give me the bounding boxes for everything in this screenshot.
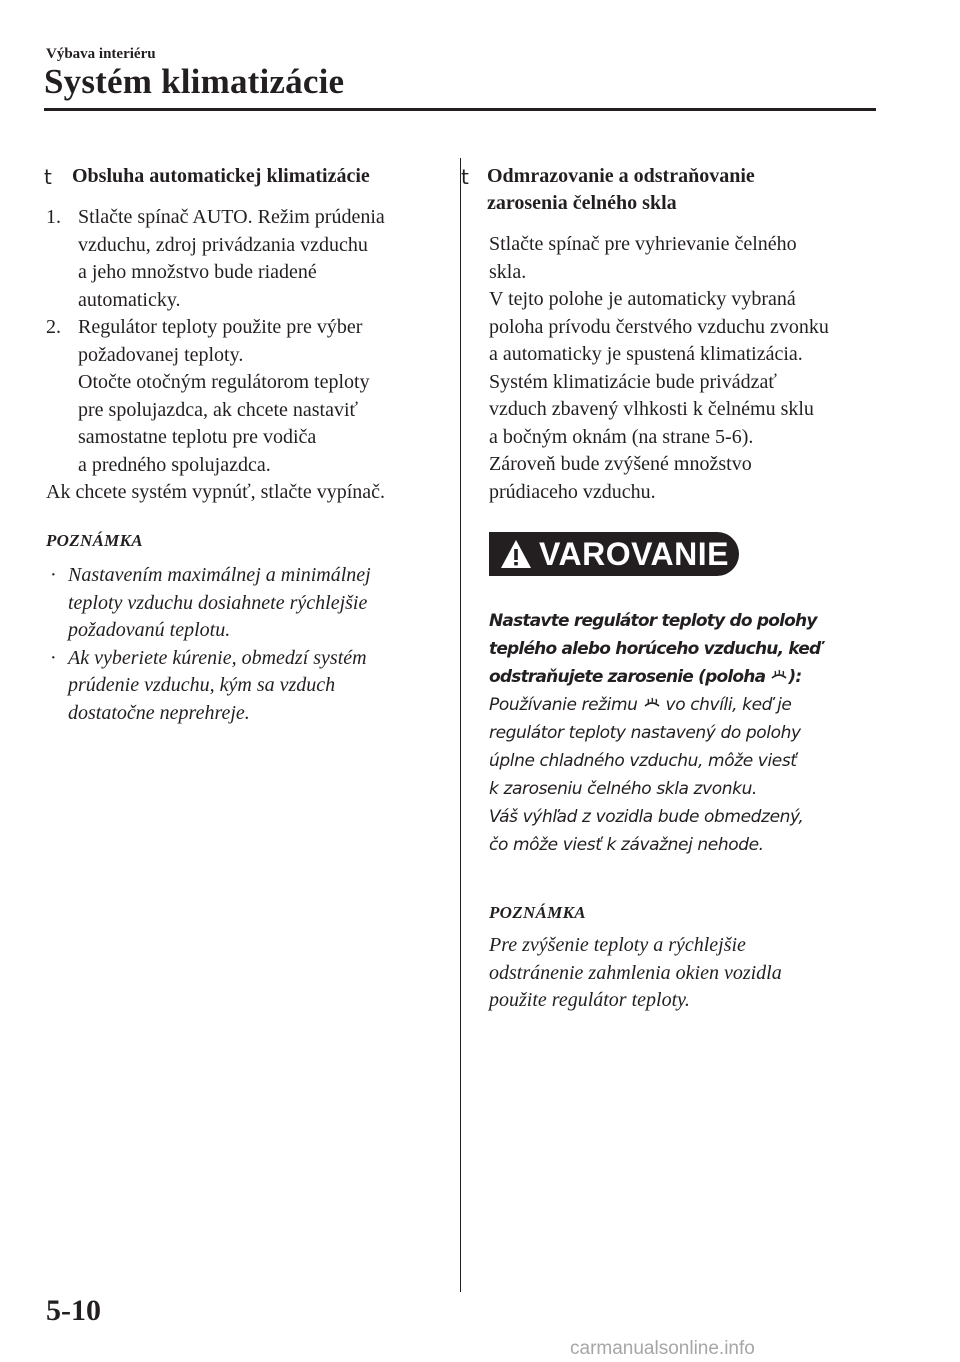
note-line: Ak vyberiete kúrenie, obmedzí systém (68, 646, 367, 669)
warning-line: k zaroseniu čelného skla zvonku. (489, 778, 757, 799)
note-item (50, 645, 446, 728)
left-heading (46, 163, 446, 190)
section-marker-icon: t (44, 165, 52, 189)
step-line: pre spolujazdca, ak chcete nastaviť (78, 398, 359, 421)
step-line: a jeho množstvo bude riadené (78, 261, 317, 283)
warning-line: regulátor teploty nastavený do polohy (489, 722, 801, 743)
warning-bold-text: ): (788, 666, 802, 687)
warning-bold-line: teplého alebo horúceho vzduchu, keď (489, 638, 821, 659)
section-marker-icon: t (461, 165, 469, 189)
note-line: Pre zvýšenie teploty a rýchlejšie (489, 934, 746, 956)
warning-banner (489, 532, 739, 576)
step-line: Stlačte spínač AUTO. Režim prúdenia (78, 206, 385, 228)
off-instruction: Ak chcete systém vypnúť, stlačte vypínač. (46, 481, 386, 503)
header-section: Výbava interiéru (46, 46, 156, 62)
warning-bold-line (489, 663, 884, 691)
note-line: použite regulátor teploty. (489, 989, 690, 1011)
body-line: V tejto polohe je automaticky vybraná (489, 288, 796, 310)
right-heading-line: zarosenia čelného skla (487, 192, 677, 214)
right-heading-line: Odmrazovanie a odstraňovanie (487, 165, 755, 187)
bullet-icon: · (50, 564, 57, 586)
step-line: a predného spolujazdca. (78, 453, 271, 476)
body-line: Systém klimatizácie bude privádzať (489, 370, 777, 393)
note-line: teploty vzduchu dosiahnete rýchlejšie (68, 591, 368, 614)
left-column (46, 163, 446, 727)
warning-text-part: vo chvíli, keď je (660, 694, 792, 715)
warning-text-part: Používanie režimu (489, 694, 643, 715)
header-rule (44, 108, 876, 111)
column-divider (460, 158, 461, 1292)
windshield-defrost-icon (770, 668, 788, 684)
steps-list (46, 204, 446, 479)
step-item (46, 314, 446, 479)
bullet-icon: · (50, 646, 57, 669)
right-note (489, 899, 884, 1015)
body-line: a bočným oknám (na strane 5-6). (489, 425, 754, 448)
warning-line: Váš výhľad z vozidla bude obmedzený, (489, 806, 804, 827)
windshield-defrost-icon (643, 696, 661, 712)
right-body (489, 231, 884, 506)
note-line: Nastavením maximálnej a minimálnej (68, 564, 371, 586)
step-line: Regulátor teploty použite pre výber (78, 316, 363, 338)
warning-label: VAROVANIE (539, 536, 729, 572)
body-line: Zároveň bude zvýšené množstvo (489, 453, 752, 475)
step-number: 2. (46, 316, 61, 338)
note-title: POZNÁMKA (46, 530, 143, 550)
note-list (46, 562, 446, 727)
watermark: carmanualsonline.info (570, 1338, 755, 1359)
step-line: automaticky. (78, 288, 181, 311)
step-line: vzduchu, zdroj privádzania vzduchu (78, 233, 368, 256)
body-line: Stlačte spínač pre vyhrievanie čelného (489, 233, 797, 255)
note-line: odstránenie zahmlenia okien vozidla (489, 961, 782, 984)
step-line: samostatne teplotu pre vodiča (78, 426, 317, 448)
body-line: vzduch zbavený vlhkosti k čelnému sklu (489, 398, 814, 420)
warning-bold-line: Nastavte regulátor teploty do polohy (489, 610, 817, 631)
warning-line (489, 691, 884, 719)
left-heading-text: Obsluha automatickej klimatizácie (72, 165, 370, 187)
warning-text (489, 607, 884, 859)
body-line: prúdiaceho vzduchu. (489, 480, 656, 503)
warning-bold-text: odstraňujete zarosenie (poloha (489, 666, 771, 687)
note-title: POZNÁMKA (489, 902, 586, 922)
step-number: 1. (46, 206, 61, 228)
note-line: dostatočne neprehreje. (68, 701, 250, 724)
page-number: 5-10 (46, 1294, 101, 1327)
right-column (461, 163, 884, 1015)
warning-line: čo môže viesť k závažnej nehode. (489, 834, 764, 855)
note-line: požadovanú teplotu. (68, 619, 231, 641)
note-item (50, 562, 446, 645)
step-line: požadovanej teploty. (78, 343, 244, 366)
body-line: poloha prívodu čerstvého vzduchu zvonku (489, 315, 829, 338)
step-item (46, 204, 446, 314)
note-text (489, 932, 884, 1015)
warning-triangle-icon (499, 538, 533, 570)
step-line: Otočte otočným regulátorom teploty (78, 371, 370, 393)
note-line: prúdenie vzduchu, kým sa vzduch (68, 674, 336, 696)
warning-line: úplne chladného vzduchu, môže viesť (489, 750, 797, 771)
page-title: Systém klimatizácie (44, 62, 345, 101)
body-line: skla. (489, 260, 527, 283)
body-line: a automaticky je spustená klimatizácia. (489, 343, 803, 365)
right-heading (461, 163, 884, 217)
